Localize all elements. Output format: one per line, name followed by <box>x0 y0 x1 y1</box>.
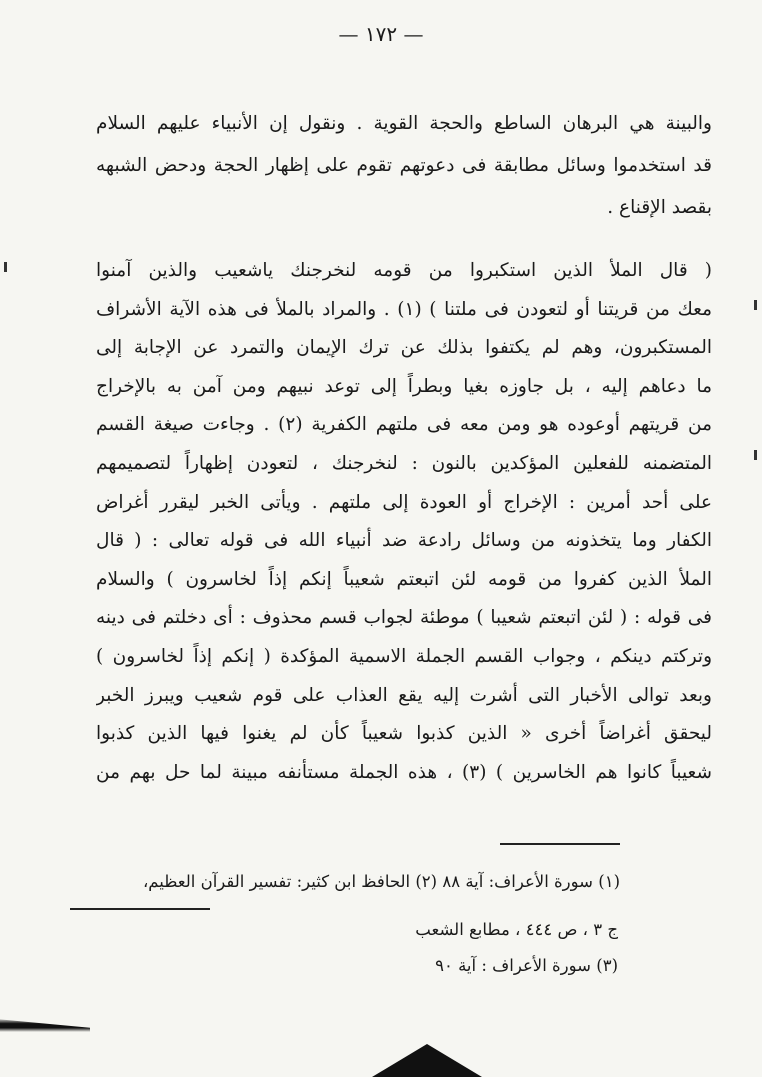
page-number: — ١٧٢ — <box>338 22 424 46</box>
scan-margin-mark <box>754 300 757 310</box>
text-line: ليحقق أغراضاً أخرى « الذين كذبوا شعيباً كأن لم يغنوا فيها الذين كذبوا <box>96 723 712 745</box>
text-line: شعيباً كانوا هم الخاسرين ) (٣) ، هذه الجملة مستأنفه مبينة لما حل بهم من <box>96 761 712 783</box>
text-line: فى قوله : ( لئن اتبعتم شعيبا ) موطئة لجواب قسم محذوف : أى دخلتم فى دينه <box>96 607 712 629</box>
text-line: من قريتهم أوعوده هو ومن معه فى ملتهم الكفرية (٢) . وجاءت صيغة القسم <box>96 414 712 436</box>
text-line: قد استخدموا وسائل مطابقة فى دعوتهم تقوم على إظهار الحجة ودحض الشبهه <box>96 155 712 176</box>
footnote-2: ج ٣ ، ص ٤٤٤ ، مطابع الشعب <box>415 920 618 939</box>
scan-margin-mark <box>754 450 757 460</box>
text-line: وبعد توالى الأخبار التى أشرت إليه يقع العذاب على قوم شعيب ويبرز الخبر <box>96 684 712 706</box>
text-line: المستكبرون، وهم لم يكتفوا بذلك عن ترك الإيمان والتمرد عن الإجابة إلى <box>96 337 712 359</box>
footnote-separator <box>500 843 620 845</box>
footnote-underline <box>70 908 210 910</box>
text-line: ( قال الملأ الذين استكبروا من قومه لنخرجنك ياشعيب والذين آمنوا <box>96 260 712 281</box>
paragraph-2 <box>96 252 712 792</box>
text-line: بقصد الإقناع . <box>607 197 712 218</box>
text-line: والبينة هي البرهان الساطع والحجة القوية . ونقول إن الأنبياء عليهم السلام <box>96 113 712 134</box>
footnote-1: (١) سورة الأعراف: آية ٨٨ (٢) الحافظ ابن كثير: تفسير القرآن العظيم، <box>142 872 620 891</box>
text-line: معك من قريتنا أو لتعودن فى ملتنا ) (١) . والمراد بالملأ فى هذه الآية الأشراف <box>96 298 712 320</box>
scan-shadow-bottom <box>372 1044 482 1077</box>
text-line: الملأ الذين كفروا من قومه لئن اتبعتم شعيباً إنكم إذاً لخاسرون ) والسلام <box>96 568 712 590</box>
footnote-3: (٣) سورة الأعراف : آية ٩٠ <box>435 956 618 975</box>
text-line: ما دعاهم إليه ، بل جاوزه بغيا وبطراً إلى توعد نبيهم ومن آمن به بالإخراج <box>96 375 712 397</box>
paragraph-1 <box>96 103 712 229</box>
scan-shadow-left <box>0 1018 90 1032</box>
scan-margin-mark <box>4 262 7 272</box>
text-line: على أحد أمرين : الإخراج أو العودة إلى ملتهم . ويأتى الخبر ليقرر أغراض <box>96 491 712 513</box>
text-line: وتركتم دينكم ، وجواب القسم الجملة الاسمية المؤكدة ( إنكم إذاً لخاسرون ) <box>96 645 712 667</box>
text-line: المتضمنه للفعلين المؤكدين بالنون : لنخرجنك ، لتعودن إظهاراً لتصميمهم <box>96 452 712 474</box>
text-line: الكفار وما يتخذونه من وسائل رادعة ضد أنبياء الله فى قوله تعالى : ( قال <box>96 530 712 552</box>
